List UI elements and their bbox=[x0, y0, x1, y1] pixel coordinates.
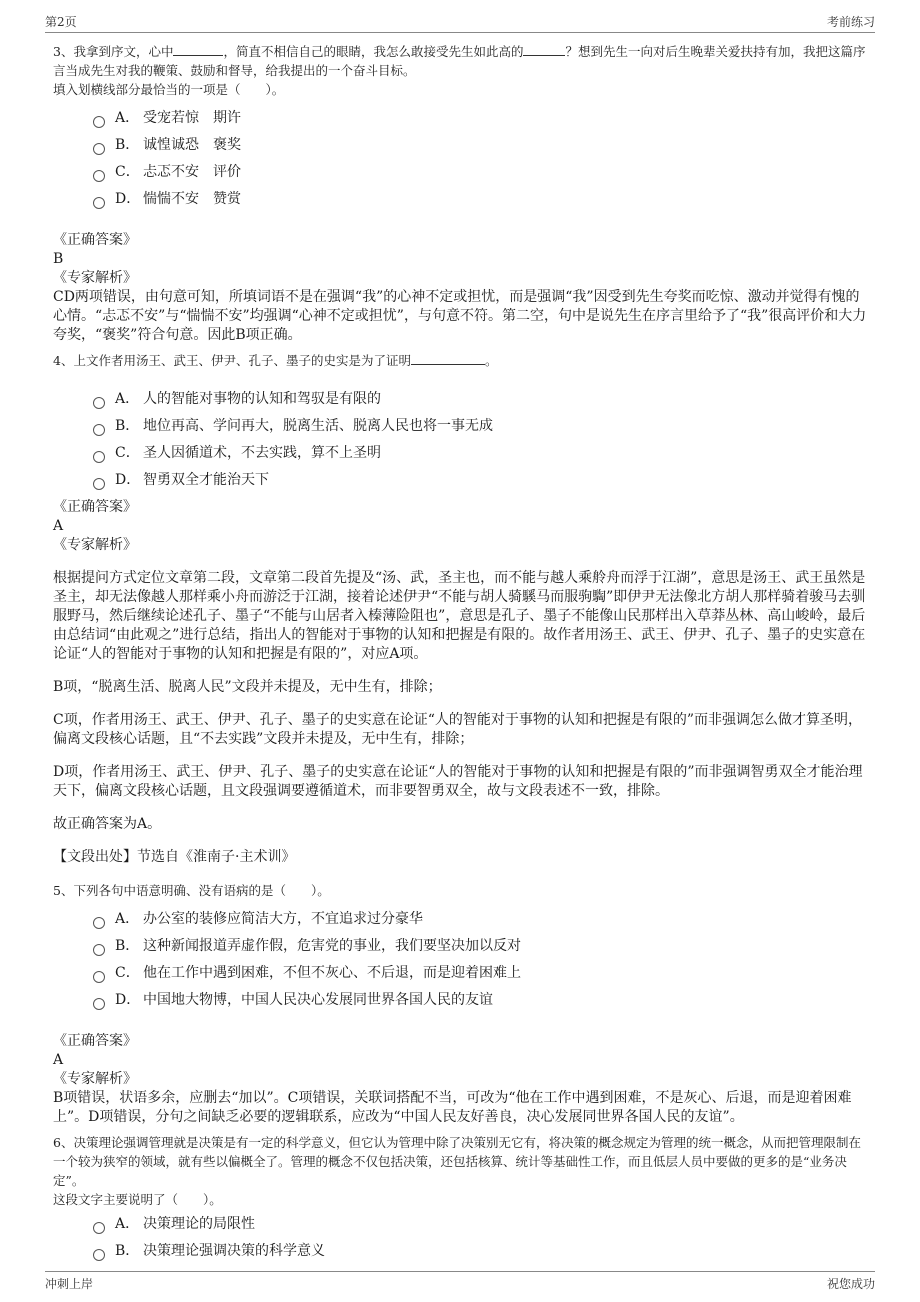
question-instruction: 这段文字主要说明了（ ）。 bbox=[53, 1192, 222, 1207]
footer-right-text: 祝您成功 bbox=[826, 1277, 875, 1291]
footer-left-text: 冲刺上岸 bbox=[45, 1277, 94, 1291]
answer-value: A bbox=[53, 518, 64, 534]
question-5 bbox=[53, 881, 868, 1127]
option-b[interactable]: B． 这种新闻报道弄虚作假，危害党的事业，我们要坚决加以反对 bbox=[93, 933, 868, 960]
radio-icon[interactable] bbox=[93, 998, 105, 1010]
question-text: 5、下列各句中语意明确、没有语病的是（ ）。 bbox=[53, 883, 330, 898]
question-text: 3、我拿到序文，心中 ，简直不相信自己的眼睛，我怎么敢接受先生如此高的 ？想到先生一向对后生晚辈关爱扶持有加，我把这篇序言当成先生对我的鞭策、鼓励和督导，给我提出的一个奋斗目标。 bbox=[53, 44, 866, 78]
question-text: 4、上文作者用汤王、武王、伊尹、孔子、墨子的史实是为了证明 。 bbox=[53, 353, 498, 368]
option-d[interactable]: D． 中国地大物博，中国人民决心发展同世界各国人民的友谊 bbox=[93, 987, 868, 1014]
option-list bbox=[93, 386, 868, 494]
question-instruction: 填入划横线部分最恰当的一项是（ ）。 bbox=[53, 82, 285, 97]
source-note: 【文段出处】节选自《淮南子·主术训》 bbox=[53, 849, 296, 865]
option-b[interactable]: B． 决策理论强调决策的科学意义 bbox=[93, 1238, 868, 1265]
analysis-paragraph: B项，“脱离生活、脱离人民”文段并未提及，无中生有，排除； bbox=[53, 679, 442, 695]
option-list bbox=[93, 1211, 868, 1265]
option-d[interactable]: D． 惴惴不安 赞赏 bbox=[93, 186, 868, 213]
answer-label: 《正确答案》 bbox=[53, 499, 137, 515]
question-4 bbox=[53, 351, 868, 867]
analysis-label: 《专家解析》 bbox=[53, 537, 137, 553]
radio-icon[interactable] bbox=[93, 143, 105, 155]
radio-icon[interactable] bbox=[93, 917, 105, 929]
answer-value: A bbox=[53, 1052, 64, 1068]
radio-icon[interactable] bbox=[93, 944, 105, 956]
page-footer bbox=[45, 1271, 875, 1294]
option-a[interactable]: A． 受宠若惊 期许 bbox=[93, 105, 868, 132]
option-list bbox=[93, 906, 868, 1014]
analysis-label: 《专家解析》 bbox=[53, 1071, 137, 1087]
answer-label: 《正确答案》 bbox=[53, 232, 137, 248]
radio-icon[interactable] bbox=[93, 1222, 105, 1234]
question-text: 6、决策理论强调管理就是决策是有一定的科学意义，但它认为管理中除了决策别无它有，将决策的概念规定为管理的统一概念，从而把管理限制在一个较为狭窄的领域，就有些以偏概全了。管理的概念不仅包括决策，还包括核算、统计等基础性工作，而且低层人员中要做的更多的是“业务决定”。 bbox=[53, 1135, 861, 1188]
radio-icon[interactable] bbox=[93, 1249, 105, 1261]
analysis-label: 《专家解析》 bbox=[53, 270, 137, 286]
analysis-paragraph: D项，作者用汤王、武王、伊尹、孔子、墨子的史实意在论证“人的智能对于事物的认知和把握是有限的”而非强调智勇双全才能治理天下，偏离文段核心话题，且文段强调要遵循道术，而非要智勇双全，故与文段表述不一致，排除。 bbox=[53, 764, 863, 799]
option-c[interactable]: C． 忐忑不安 评价 bbox=[93, 159, 868, 186]
option-a[interactable]: A． 办公室的装修应简洁大方，不宜追求过分豪华 bbox=[93, 906, 868, 933]
option-c[interactable]: C． 他在工作中遇到困难，不但不灰心、不后退，而是迎着困难上 bbox=[93, 960, 868, 987]
document-body bbox=[53, 42, 868, 1265]
header-title: 考前练习 bbox=[826, 15, 875, 29]
analysis-text: B项错误，状语多余，应删去“加以”。C项错误，关联词搭配不当，可改为“他在工作中遇到困难，不是灰心、后退，而是迎着困难上”。D项错误，分句之间缺乏必要的逻辑联系，应改为“中国人民友好善良，决心发展同世界各国人民的友谊”。 bbox=[53, 1090, 852, 1125]
option-a[interactable]: A． 决策理论的局限性 bbox=[93, 1211, 868, 1238]
radio-icon[interactable] bbox=[93, 451, 105, 463]
radio-icon[interactable] bbox=[93, 397, 105, 409]
question-3 bbox=[53, 42, 868, 345]
radio-icon[interactable] bbox=[93, 116, 105, 128]
option-d[interactable]: D． 智勇双全才能治天下 bbox=[93, 467, 868, 494]
option-a[interactable]: A． 人的智能对事物的认知和驾驭是有限的 bbox=[93, 386, 868, 413]
answer-label: 《正确答案》 bbox=[53, 1033, 137, 1049]
answer-value: B bbox=[53, 251, 64, 267]
analysis-paragraph: C项，作者用汤王、武王、伊尹、孔子、墨子的史实意在论证“人的智能对于事物的认知和把握是有限的”而非强调怎么做才算圣明，偏离文段核心话题，且“不去实践”文段并未提及，无中生有，排除； bbox=[53, 712, 863, 747]
option-c[interactable]: C． 圣人因循道术，不去实践，算不上圣明 bbox=[93, 440, 868, 467]
analysis-paragraph: 故正确答案为A。 bbox=[53, 816, 162, 832]
radio-icon[interactable] bbox=[93, 197, 105, 209]
page-number: 第2页 bbox=[45, 15, 77, 29]
question-6 bbox=[53, 1133, 868, 1265]
radio-icon[interactable] bbox=[93, 170, 105, 182]
analysis-text: CD两项错误，由句意可知，所填词语不是在强调“我”的心神不定或担忧，而是强调“我”因受到先生夸奖而吃惊、激动并觉得有愧的心情。“忐忑不安”与“惴惴不安”均强调“心神不定或担忧”，与句意不符。第二空，句中是说先生在序言里给予了“我”很高评价和大力夸奖，“褒奖”符合句意。因此B项正确。 bbox=[53, 289, 867, 343]
page-header bbox=[45, 10, 875, 33]
option-b[interactable]: B． 地位再高、学问再大，脱离生活、脱离人民也将一事无成 bbox=[93, 413, 868, 440]
radio-icon[interactable] bbox=[93, 971, 105, 983]
radio-icon[interactable] bbox=[93, 424, 105, 436]
option-list bbox=[93, 105, 868, 213]
radio-icon[interactable] bbox=[93, 478, 105, 490]
analysis-paragraph: 根据提问方式定位文章第二段，文章第二段首先提及“汤、武，圣主也，而不能与越人乘舲舟而浮于江湖”，意思是汤王、武王虽然是圣主，却无法像越人那样乘小舟而游泛于江湖，接着论述伊尹“不能与胡人骑騱马而服驹騊”即伊尹无法像北方胡人那样骑着骏马去驯服野马，然后继续论述孔子、墨子“不能与山居者入榛薄险阻也”，意思是孔子、墨子不能像山民那样出入草莽丛林、高山峻岭，最后由总结词“由此观之”进行总结，指出人的智能对于事物的认知和把握是有限的。故作者用汤王、武王、伊尹、孔子、墨子的史实意在论证“人的智能对于事物的认知和把握是有限的”，对应A项。 bbox=[53, 570, 866, 662]
option-b[interactable]: B． 诚惶诚恐 褒奖 bbox=[93, 132, 868, 159]
